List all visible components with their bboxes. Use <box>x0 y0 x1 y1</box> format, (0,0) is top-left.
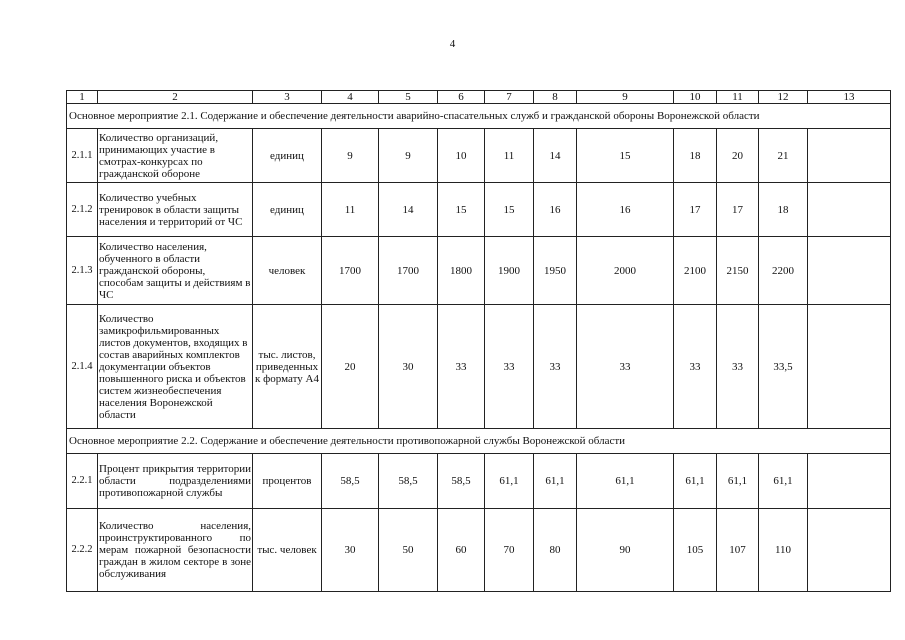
value-cell: 30 <box>379 305 438 429</box>
header-cell: 1 <box>67 91 98 104</box>
row-code: 2.2.1 <box>67 454 98 509</box>
value-cell: 107 <box>717 509 759 592</box>
row-name: Количество замикрофильмированных листов документов, входящих в состав аварийных комплектов документации объектов повышенного риска и объектов систем жизнеобеспечения населения Воронежской области <box>98 305 253 429</box>
row-name: Количество учебных тренировок в области защиты населения и территорий от ЧС <box>98 183 253 237</box>
value-cell: 9 <box>322 129 379 183</box>
value-cell: 1950 <box>534 237 577 305</box>
row-unit: тыс. человек <box>253 509 322 592</box>
value-cell: 17 <box>674 183 717 237</box>
value-cell: 105 <box>674 509 717 592</box>
header-cell: 9 <box>577 91 674 104</box>
table-row <box>67 183 891 237</box>
value-cell: 1700 <box>322 237 379 305</box>
value-cell: 61,1 <box>577 454 674 509</box>
row-name: Количество населения, проинструктированного по мерам пожарной безопасности граждан в жилом секторе в зоне обслуживания <box>98 509 253 592</box>
header-cell: 4 <box>322 91 379 104</box>
value-cell: 16 <box>534 183 577 237</box>
header-cell: 5 <box>379 91 438 104</box>
row-code: 2.1.3 <box>67 237 98 305</box>
section-title: Основное мероприятие 2.2. Содержание и обеспечение деятельности противопожарной службы Воронежской области <box>67 429 891 454</box>
row-code: 2.1.4 <box>67 305 98 429</box>
value-cell: 58,5 <box>379 454 438 509</box>
value-cell: 33 <box>534 305 577 429</box>
value-cell: 20 <box>322 305 379 429</box>
value-cell <box>808 237 891 305</box>
value-cell: 70 <box>485 509 534 592</box>
value-cell: 9 <box>379 129 438 183</box>
value-cell <box>808 183 891 237</box>
value-cell: 14 <box>379 183 438 237</box>
value-cell: 61,1 <box>485 454 534 509</box>
value-cell: 30 <box>322 509 379 592</box>
value-cell: 1700 <box>379 237 438 305</box>
value-cell: 18 <box>674 129 717 183</box>
value-cell: 33 <box>438 305 485 429</box>
value-cell: 61,1 <box>759 454 808 509</box>
value-cell: 2100 <box>674 237 717 305</box>
header-cell: 2 <box>98 91 253 104</box>
value-cell: 18 <box>759 183 808 237</box>
value-cell <box>808 509 891 592</box>
value-cell: 15 <box>485 183 534 237</box>
value-cell <box>808 454 891 509</box>
value-cell: 33 <box>674 305 717 429</box>
value-cell: 1900 <box>485 237 534 305</box>
value-cell: 58,5 <box>322 454 379 509</box>
row-unit: единиц <box>253 129 322 183</box>
value-cell: 14 <box>534 129 577 183</box>
value-cell: 2200 <box>759 237 808 305</box>
value-cell: 58,5 <box>438 454 485 509</box>
value-cell <box>808 305 891 429</box>
value-cell: 15 <box>438 183 485 237</box>
row-code: 2.2.2 <box>67 509 98 592</box>
value-cell: 60 <box>438 509 485 592</box>
value-cell: 90 <box>577 509 674 592</box>
page-number: 4 <box>449 38 456 50</box>
value-cell: 11 <box>485 129 534 183</box>
value-cell: 33 <box>485 305 534 429</box>
value-cell: 11 <box>322 183 379 237</box>
table-row <box>67 305 891 429</box>
value-cell: 80 <box>534 509 577 592</box>
value-cell <box>808 129 891 183</box>
row-unit: тыс. листов, приведенных к формату А4 <box>253 305 322 429</box>
value-cell: 50 <box>379 509 438 592</box>
table-row <box>67 237 891 305</box>
header-cell: 7 <box>485 91 534 104</box>
value-cell: 16 <box>577 183 674 237</box>
section-row <box>67 104 891 129</box>
header-row <box>67 91 891 104</box>
header-cell: 6 <box>438 91 485 104</box>
row-code: 2.1.2 <box>67 183 98 237</box>
header-cell: 11 <box>717 91 759 104</box>
row-code: 2.1.1 <box>67 129 98 183</box>
row-name: Количество населения, обученного в области гражданской обороны, способам защиты и действиям в ЧС <box>98 237 253 305</box>
value-cell: 2150 <box>717 237 759 305</box>
row-unit: человек <box>253 237 322 305</box>
table-row <box>67 509 891 592</box>
indicators-table <box>66 90 891 592</box>
row-name: Процент прикрытия территории области подразделениями противопожарной службы <box>98 454 253 509</box>
table-row <box>67 129 891 183</box>
header-cell: 8 <box>534 91 577 104</box>
value-cell: 2000 <box>577 237 674 305</box>
value-cell: 110 <box>759 509 808 592</box>
section-title: Основное мероприятие 2.1. Содержание и обеспечение деятельности аварийно-спасательных служб и гражданской обороны Воронежской области <box>67 104 891 129</box>
value-cell: 21 <box>759 129 808 183</box>
value-cell: 61,1 <box>717 454 759 509</box>
header-cell: 12 <box>759 91 808 104</box>
value-cell: 33,5 <box>759 305 808 429</box>
row-name: Количество организаций, принимающих участие в смотрах-конкурсах по гражданской обороне <box>98 129 253 183</box>
value-cell: 20 <box>717 129 759 183</box>
value-cell: 10 <box>438 129 485 183</box>
value-cell: 15 <box>577 129 674 183</box>
value-cell: 17 <box>717 183 759 237</box>
section-row <box>67 429 891 454</box>
value-cell: 33 <box>717 305 759 429</box>
row-unit: процентов <box>253 454 322 509</box>
value-cell: 61,1 <box>534 454 577 509</box>
value-cell: 61,1 <box>674 454 717 509</box>
header-cell: 3 <box>253 91 322 104</box>
header-cell: 10 <box>674 91 717 104</box>
value-cell: 1800 <box>438 237 485 305</box>
header-cell: 13 <box>808 91 891 104</box>
row-unit: единиц <box>253 183 322 237</box>
value-cell: 33 <box>577 305 674 429</box>
table-row <box>67 454 891 509</box>
